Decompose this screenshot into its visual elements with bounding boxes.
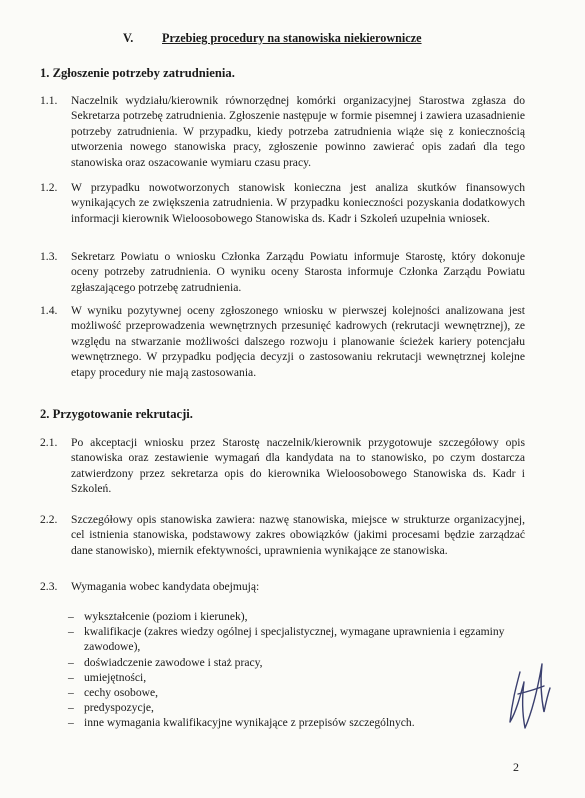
paragraph-1-1 [40, 93, 525, 170]
chapter-title: Przebieg procedury na stanowiska niekierownicze [162, 31, 422, 45]
section-heading-1: 1. Zgłoszenie potrzeby zatrudnienia. [40, 66, 235, 80]
list-item [68, 624, 528, 654]
paragraph-text: W przypadku nowotworzonych stanowisk konieczna jest analiza skutków finansowych wynikających ze zwiększenia zatrudnienia. W przypadku konieczności pozyskania dodatkowych informacji kierownik Wieloosobowego Stanowiska ds. Kadr i Szkoleń uzupełnia wniosek. [71, 181, 525, 225]
paragraph-number: 2.3. [40, 580, 58, 593]
paragraph-1-3 [40, 249, 525, 295]
list-item-text: predyspozycje, [84, 701, 154, 715]
paragraph-text: Wymagania wobec kandydata obejmują: [71, 580, 260, 593]
paragraph-text: Sekretarz Powiatu o wniosku Członka Zarządu Powiatu informuje Starostę, który dokonuje oceny potrzeby zatrudnienia. O wyniku oceny Starosta informuje Członka Zarządu Powiatu zgłaszającego potrzebę zatrudnienia. [71, 250, 525, 294]
chapter-number: V. [123, 31, 134, 45]
list-item-text: doświadczenie zawodowe i staż pracy, [84, 655, 263, 669]
paragraph-number: 2.2. [40, 513, 58, 526]
list-item [68, 670, 528, 685]
paragraph-number: 1.3. [40, 250, 58, 263]
paragraph-text: Po akceptacji wniosku przez Starostę naczelnik/kierownik przygotowuje szczegółowy opis stanowiska oraz zestawienie wymagań dla kandydata na to stanowisko, po czym dostarcza zatwierdzony przez sekretarza opis do kierownika Wieloosobowego Stanowiska ds. Kadr i Szkoleń. [71, 436, 525, 496]
paragraph-number: 1.4. [40, 304, 58, 317]
list-item [68, 700, 528, 715]
list-dash: – [68, 655, 74, 669]
list-item [68, 715, 528, 730]
paragraph-text: Naczelnik wydziału/kierownik równorzędnej komórki organizacyjnej Starostwa zgłasza do Sekretarza potrzebę zatrudnienia. Zgłoszenie następuje w formie pisemnej i zawiera uzasadnienie potrzeby zatrudnienia. W przypadku, kiedy potrzeba zatrudnienia wiąże się z koniecznością utworzenia nowego stanowiska pracy, zgłoszenie powinno zawierać opis zadań dla tego stanowiska oraz oszacowanie wymiaru czasu pracy. [71, 94, 525, 169]
paragraph-1-2 [40, 180, 525, 226]
paragraph-number: 2.1. [40, 436, 58, 449]
paragraph-2-3 [40, 579, 525, 594]
paragraph-2-1 [40, 435, 525, 497]
section-heading-2: 2. Przygotowanie rekrutacji. [40, 407, 193, 421]
list-dash: – [68, 686, 74, 700]
list-dash: – [68, 670, 74, 684]
paragraph-2-2 [40, 512, 525, 558]
handwritten-signature [498, 642, 554, 734]
requirements-list [68, 609, 528, 731]
list-item-text: inne wymagania kwalifikacyjne wynikające z przepisów szczególnych. [84, 716, 415, 730]
paragraph-number: 1.2. [40, 181, 58, 194]
list-item-text: wykształcenie (poziom i kierunek), [84, 610, 248, 623]
list-item-text: kwalifikacje (zakres wiedzy ogólnej i specjalistycznej, wymagane uprawnienia i egzaminy zawodowe), [84, 625, 505, 654]
list-item [68, 655, 528, 670]
list-item-text: cechy osobowe, [84, 686, 159, 700]
list-dash: – [68, 716, 74, 730]
page-number: 2 [513, 760, 519, 774]
paragraph-text: W wyniku pozytywnej oceny zgłoszonego wniosku w pierwszej kolejności analizowana jest możliwość przeprowadzenia wewnętrznych przesunięć kadrowych (rekrutacji wewnętrznej), ze względu na stwarzanie możliwości dalszego rozwoju i planowanie ścieżek kariery potencjału wewnętrznego. W przypadku podjęcia decyzji o zastosowaniu rekrutacji wewnętrznej kolejne etapy procedury nie mają zastosowania. [71, 304, 525, 379]
list-dash: – [68, 625, 74, 639]
list-item [68, 609, 528, 624]
list-dash: – [68, 701, 74, 715]
list-item [68, 685, 528, 700]
paragraph-number: 1.1. [40, 94, 58, 107]
paragraph-1-4 [40, 303, 525, 380]
list-dash: – [68, 610, 74, 623]
list-item-text: umiejętności, [84, 670, 147, 684]
paragraph-text: Szczegółowy opis stanowiska zawiera: nazwę stanowiska, miejsce w strukturze organizacyjnej, cel istnienia stanowiska, podstawowy zakres obowiązków (jakimi procesami będzie zarządzać dane stanowisko), miernik efektywności, uprawnienia wynikające ze stanowiska. [71, 513, 525, 557]
